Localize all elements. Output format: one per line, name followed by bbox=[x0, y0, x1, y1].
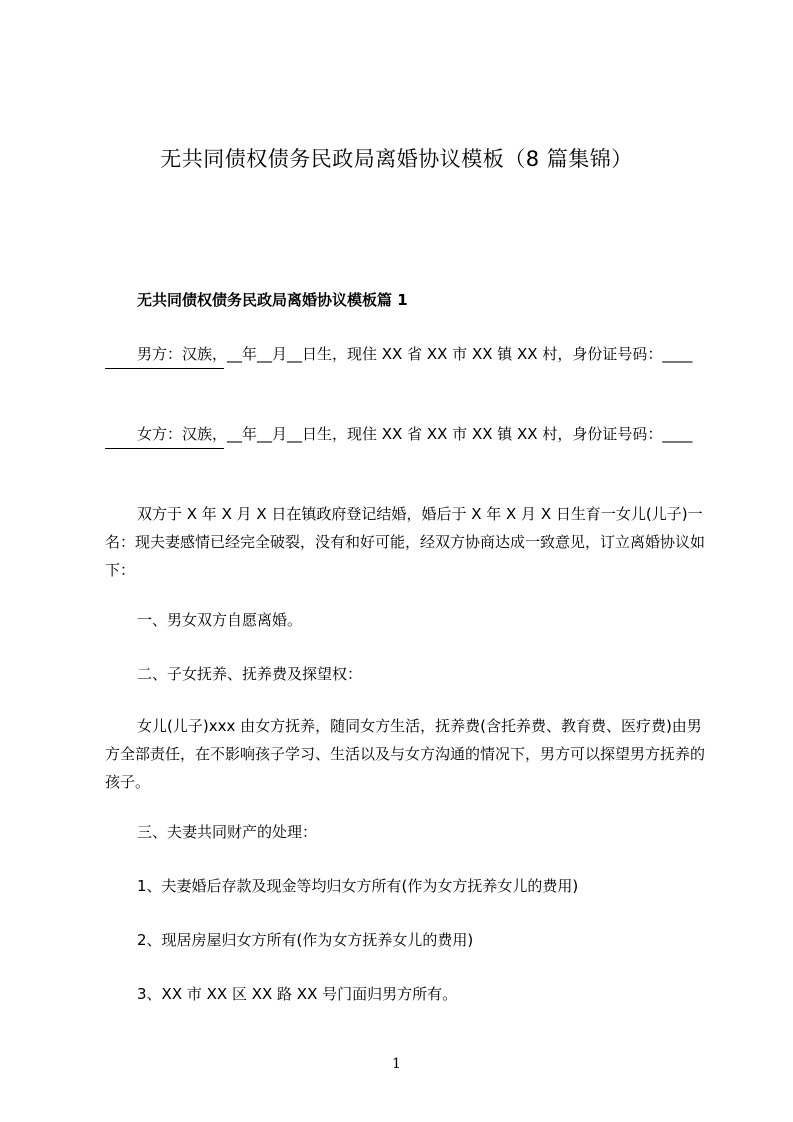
male-info-line: 男方：汉族，__年__月__日生，现住 XX 省 XX 市 XX 镇 XX 村，身份证号码：____ bbox=[137, 345, 693, 363]
female-id-blank bbox=[105, 448, 224, 449]
clause-2-heading: 二、子女抚养、抚养费及探望权： bbox=[137, 665, 363, 683]
clause-3-heading: 三、夫妻共同财产的处理： bbox=[137, 823, 318, 841]
clause-1: 一、男女双方自愿离婚。 bbox=[137, 611, 303, 629]
intro-paragraph: 双方于 X 年 X 月 X 日在镇政府登记结婚，婚后于 X 年 X 月 X 日生育一女儿(儿子)一名：现夫妻感情已经完全破裂，没有和好可能，经双方协商达成一致意见，订立离婚协议如下： bbox=[105, 505, 706, 579]
property-item-3: 3、XX 市 XX 区 XX 路 XX 号门面归男方所有。 bbox=[137, 985, 458, 1003]
section-title: 无共同债权债务民政局离婚协议模板篇 1 bbox=[137, 291, 408, 309]
male-id-blank bbox=[105, 368, 224, 369]
child-custody-paragraph: 女儿(儿子)xxx 由女方抚养，随同女方生活，抚养费(含托养费、教育费、医疗费)由男方全部责任，在不影响孩子学习、生活以及与女方沟通的情况下，男方可以探望男方抚养的孩子。 bbox=[105, 717, 706, 791]
female-info-line: 女方：汉族，__年__月__日生，现住 XX 省 XX 市 XX 镇 XX 村，身份证号码：____ bbox=[137, 425, 693, 443]
property-item-1: 1、夫妻婚后存款及现金等均归女方所有(作为女方抚养女儿的费用) bbox=[137, 877, 579, 895]
property-item-2: 2、现居房屋归女方所有(作为女方抚养女儿的费用) bbox=[137, 931, 474, 949]
document-title: 无共同债权债务民政局离婚协议模板（8 篇集锦） bbox=[160, 147, 633, 171]
page-number: 1 bbox=[392, 1056, 401, 1072]
